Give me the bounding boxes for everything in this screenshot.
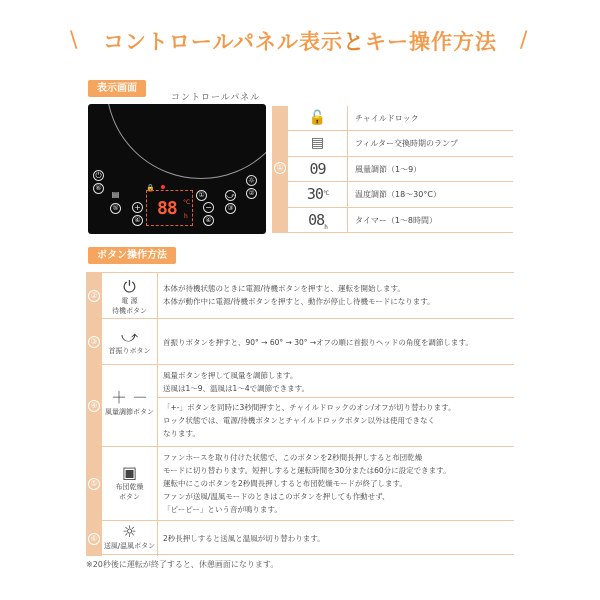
- swing-icon: ⤻: [120, 327, 139, 346]
- plus-minus-icon: ＋ －: [110, 388, 149, 407]
- title-connector: と: [343, 30, 366, 54]
- title-part1: コントロールパネル表示: [102, 30, 344, 54]
- panel-fan-icon: ☼: [247, 176, 256, 185]
- function-row-temp: [288, 182, 513, 207]
- button-label-line: 風量調節ボタン: [105, 408, 154, 416]
- power-button-cell: [102, 273, 158, 318]
- function-text: チャイルドロック: [355, 114, 419, 123]
- function-text: 風量調節（1〜9）: [355, 164, 422, 174]
- panel-filter-lamp: [161, 185, 165, 189]
- description-line: モードに切り替わります。短押しすると運転時間を30分または60分に設定できます。: [163, 466, 451, 475]
- panel-swing-icon: ⤻: [226, 191, 235, 200]
- button-description: [163, 336, 508, 349]
- function-row-filter: [288, 131, 513, 156]
- row-number: [86, 365, 102, 446]
- button-description: [163, 369, 508, 395]
- panel-callout-5: ⑤: [110, 203, 121, 214]
- wind-button-cell: [102, 365, 158, 446]
- description-line: 2秒長押しすると送風と温風が切り替わります。: [163, 534, 325, 543]
- button-label-line: 送風/温風ボタン: [103, 542, 156, 550]
- timer-glyph: 08: [308, 210, 325, 229]
- display-section-badge: 表示画面: [88, 80, 146, 97]
- buttons-section-badge: ボタン操作方法: [88, 247, 176, 264]
- button-row-wind: [86, 365, 514, 447]
- description-line: ファンホースを取り付けた状態で、このボタンを2秒間長押しすると布団乾燥: [163, 453, 423, 462]
- temperature-glyph: 30: [306, 185, 323, 204]
- panel-dry-icon: ▤: [111, 190, 120, 199]
- panel-callout-2: ②: [246, 188, 257, 199]
- panel-display: [146, 190, 193, 226]
- description-line: なります。: [163, 429, 200, 438]
- function-row-lock: [288, 106, 513, 131]
- panel-callout-3: ③: [225, 203, 236, 214]
- mode-button-cell: [102, 521, 158, 556]
- button-label-line: 電 源: [121, 297, 138, 305]
- panel-caption: コントロールパネル: [171, 93, 261, 103]
- panel-ring: [106, 104, 266, 179]
- row-number-text: ④: [88, 400, 100, 412]
- dry-button-cell: [102, 447, 158, 520]
- title-left-decoration: \: [70, 28, 78, 53]
- button-description-lock: [163, 401, 508, 440]
- row-number-text: ③: [88, 336, 100, 348]
- lock-icon: 🔓: [288, 106, 348, 130]
- panel-unit-celsius: °C: [183, 199, 191, 206]
- description-line: ファンが送風/温風モードのときはこのボタンを押しても作動せず、: [163, 492, 390, 501]
- description-line: 本体が動作中に電源/待機ボタンを押すと、動作が停止し待機モードになります。: [163, 297, 435, 306]
- button-label-line: 待機ボタン: [112, 307, 147, 315]
- swing-button-cell: [102, 319, 158, 364]
- button-row-dry: [86, 447, 514, 521]
- footnote: ※20秒後に運転が終了すると、休憩画面になります。: [86, 560, 279, 569]
- temperature-indicator: [288, 182, 348, 206]
- function-text: タイマー（1〜8時間）: [355, 215, 438, 225]
- button-description: [163, 451, 508, 516]
- timer-indicator: [288, 208, 348, 232]
- function-text: 温度調節（18〜30°C）: [355, 190, 441, 200]
- description-line: 首振りボタンを押すと、90° → 60° → 30° →オフの順に首振りヘッドの角度を調節します。: [163, 338, 473, 347]
- row-sub-divider: [158, 397, 514, 398]
- button-description: [163, 282, 508, 308]
- row-number: [86, 447, 102, 520]
- panel-minus-icon: −: [203, 202, 214, 213]
- description-line: 運転中にこのボタンを2秒間長押しすると布団乾燥モードが終了します。: [163, 479, 407, 488]
- dry-icon: ▣: [121, 463, 138, 482]
- description-line: ロック状態では、電源/待機ボタンとチャイルドロックボタン以外は使用できなく: [163, 416, 435, 425]
- function-group-number: ①: [274, 162, 286, 174]
- button-label-line: 布団乾燥: [115, 483, 144, 491]
- row-number-text: ⑥: [88, 533, 100, 545]
- button-row-power: [86, 273, 514, 319]
- row-number-text: ②: [88, 290, 100, 302]
- description-line: 風量ボタンを押して風量を調節します。: [163, 371, 298, 380]
- button-label-line: 首振りボタン: [108, 347, 151, 355]
- description-line: 本体が待機状態のときに電源/待機ボタンを押すと、運転を開始します。: [163, 284, 405, 293]
- description-line: 「+-」ボタンを同時に3秒間押すと、チャイルドロックのオン/オフが切り替わります。: [163, 403, 456, 412]
- function-table: [272, 106, 513, 233]
- button-row-mode: [86, 521, 514, 556]
- panel-callout-4-right: ④: [203, 215, 214, 226]
- panel-display-value: 88: [157, 198, 177, 219]
- description-line: 「ピーピー」という音が鳴ります。: [163, 505, 282, 514]
- title-part2: キー操作方法: [365, 30, 498, 54]
- sun-icon: ☼: [122, 522, 137, 541]
- timer-unit: h: [324, 223, 327, 231]
- function-row-timer: [288, 208, 513, 233]
- title-right-decoration: /: [520, 28, 528, 53]
- button-description: [163, 532, 508, 545]
- function-table-number-col: [272, 106, 288, 233]
- temperature-unit: °C: [322, 190, 329, 198]
- panel-callout-6: ⑥: [93, 183, 104, 194]
- button-label-line: ボタン: [119, 493, 140, 501]
- panel-callout-4-left: ④: [132, 215, 143, 226]
- row-number-text: ⑤: [88, 478, 100, 490]
- filter-icon: ▤: [288, 131, 348, 155]
- wind-level-indicator: [288, 157, 348, 181]
- function-row-wind: [288, 157, 513, 182]
- panel-power-icon: ⏻: [93, 170, 104, 181]
- panel-unit-hour: h: [184, 213, 188, 220]
- button-table: [86, 272, 514, 555]
- control-panel-image: [88, 104, 266, 234]
- panel-callout-1: ①: [196, 190, 207, 201]
- row-number: [86, 319, 102, 364]
- function-text: フィルター交換時期のランプ: [355, 139, 459, 149]
- panel-lock-icon: 🔒: [146, 184, 155, 192]
- power-icon: ⏻: [123, 277, 136, 296]
- page-title: [0, 26, 600, 56]
- wind-level-glyph: 09: [309, 159, 326, 178]
- button-row-swing: [86, 319, 514, 365]
- row-number: [86, 273, 102, 318]
- description-line: 送風は1〜9、温風は1〜4で調節できます。: [163, 384, 309, 393]
- row-number: [86, 521, 102, 556]
- panel-plus-icon: +: [132, 202, 143, 213]
